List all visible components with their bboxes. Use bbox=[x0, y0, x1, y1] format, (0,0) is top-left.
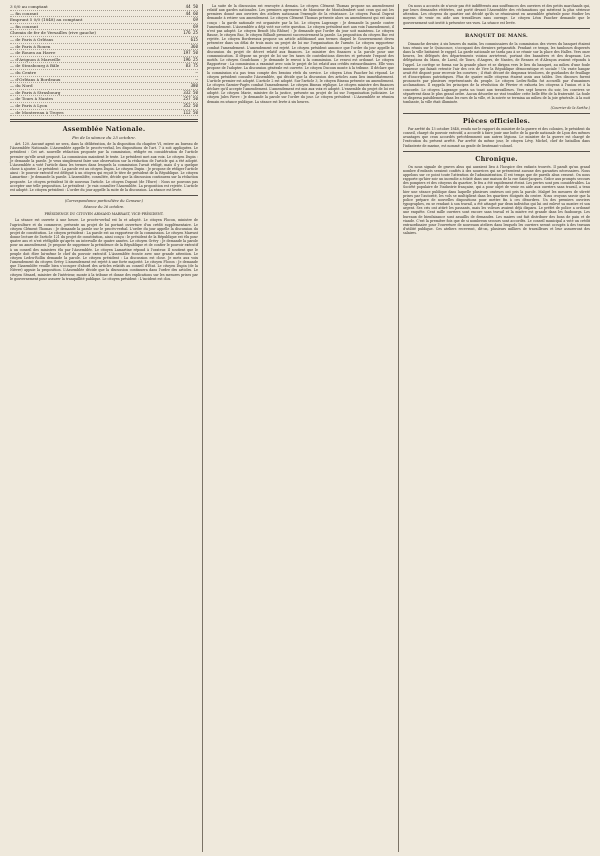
debate-continuation: La suite de la discussion est renvoyée à demain. Le citoyen Clément Thomas propose un amendement relatif aux gardes nationales. Les premiers agresseurs de Monsieur de Montalembert sont ceux qui ont les premiers donné aux ouvriers des ateliers nationaux l'exemple de la résistance. Le citoyen Pascal Duprat demande à retirer son amendement. Le citoyen Clément Thomas présente alors un amendement qui est ainsi conçu : la garde nationale est organisée par la loi. Le citoyen Lagrange : Je demande la parole contre l'amendement. L'Assemblée a déjà voté sur cette question. Le citoyen président met aux voix l'amendement, il n'est pas adopté. Le citoyen Benoît (du Rhône) : Je demande que l'ordre du jour soit maintenu. Le citoyen Baune, le citoyen Bac, le citoyen Billault prennent successivement la parole. La proposition du citoyen Bac est rejetée. Le citoyen Bordereaux propose un article additionnel aux termes duquel le Gouvernement devra présenter dans un délai de trois mois un projet de loi sur l'organisation de l'armée. Le citoyen rapporteur combat l'amendement. L'amendement est rejeté. Le citoyen président annonce que l'ordre du jour appelle la discussion du projet de décret relatif aux finances. Le ministre des finances a la parole pour une communication. Il dépose un projet de loi sur les taxes de contributions directes et présente l'exposé des motifs. Le citoyen Goudchaux : Je demande le renvoi à la commission. Le renvoi est ordonné. Le citoyen Rapporteur : La commission a examiné avec soin le projet de loi relatif aux crédits extraordinaires. Elle vous propose de l'adopter. La discussion générale est ouverte. Le citoyen Ducoux monte à la tribune. Il déclare que la commission n'a pas tenu compte des besoins réels du service. Le citoyen Léon Faucher lui répond. Le citoyen président consulte l'Assemblée, qui décide que la discussion des articles aura lieu immédiatement. L'article premier est adopté. L'article 2 est adopté. Sur l'article 3, le citoyen Bineau présente un amendement. Le citoyen Garnier-Pagès combat l'amendement. Le citoyen Bineau réplique. Le citoyen ministre des finances déclare qu'il accepte l'amendement. L'amendement est mis aux voix et adopté. L'ensemble du projet de loi est adopté. Le citoyen Marie, ministre de la justice, présente un projet de loi sur l'organisation judiciaire. Le citoyen Jules Favre : Je demande la parole sur l'ordre du jour. Le citoyen président : L'Assemblée se réunira demain en séance publique. La séance est levée à six heures. bbox=[207, 4, 394, 104]
stock-label: — du Centre bbox=[10, 69, 37, 75]
presidence-line: PRÉSIDENCE DU CITOYEN ARMAND MARRAST, VICE-PRÉSIDENT. bbox=[44, 211, 164, 216]
stock-value: 352 50 bbox=[183, 102, 198, 108]
right-column-intro: On nous a accusés de n'avoir pas été indifférents aux souffrances des ouvriers et des petits marchands qui, par leurs demandes réitérées, ont porté devant l'Assemblée des réclamations qui méritent la plus sérieuse attention. Les citoyens du quartier ont décidé qu'ils se réuniraient en assemblée générale pour étudier les moyens de venir en aide aux travailleurs sans ouvrage. Le citoyen Léon Faucher demande que le gouvernement soit invité à présenter ses vues. La séance est levée. bbox=[403, 4, 590, 25]
seance-date: Séance du 26 octobre. bbox=[83, 205, 125, 210]
stock-row bbox=[10, 63, 198, 70]
stock-label: — fin courant bbox=[10, 10, 39, 16]
stock-label: Emprunt 5 0/0 (1848) au comptant bbox=[10, 17, 83, 23]
stock-row bbox=[10, 50, 198, 57]
stock-label: — de Rouen au Havre bbox=[10, 50, 56, 56]
stock-row bbox=[10, 77, 198, 84]
column-right bbox=[398, 4, 594, 852]
stock-label: — de Paris à Orléans bbox=[10, 36, 54, 42]
stock-label: — de Montereau à Troyes bbox=[10, 109, 64, 115]
stock-row bbox=[10, 24, 198, 31]
stock-row bbox=[10, 83, 198, 90]
chronique-heading: Chronique. bbox=[475, 154, 518, 163]
stock-row bbox=[10, 103, 198, 110]
stock-label: 3 0/0 au comptant bbox=[10, 4, 48, 9]
banquet-article: Dimanche dernier, à six heures du matin, les commissaires de la commission des vivres du banquet étaient tous réunis sur le Quinconce, s'occupant des derniers préparatifs. Pendant ce temps, les tambours dispersés dans la ville battaient le rappel. La garde nationale ne tarda pas à se réunir sur la place des Halles. Vers onze heures, les délégués des départements voisins arrivèrent, portant des bannières et des drapeaux. Les délégations du Mans, de Laval, de Tours, d'Angers, de Nantes, de Rennes et d'Alençon avaient répondu à l'appel. Le cortège se forma sur la grande place et se dirigea vers le lieu du banquet, au milieu d'une foule immense qui faisait retentir l'air des cris de Vive la République démocratique et sociale ! Un vaste hangar avait été disposé pour recevoir les convives ; il était décoré de drapeaux tricolores, de guirlandes de feuillage et d'inscriptions patriotiques. Plus de quatre mille citoyens étaient assis aux tables. Des discours furent prononcés par plusieurs représentants du peuple. Le citoyen Ledru-Rollin fut accueilli par d'unanimes acclamations. Il rappela les principes de la révolution de Février et exhorta les citoyens à l'union et à la concorde. Le citoyen Lagrange porta un toast aux travailleurs. Vers sept heures du soir, les convives se séparèrent dans le plus grand ordre. Aucun désordre ne vint troubler cette belle fête de la fraternité. La foule se dispersa paisiblement dans les rues de la ville, et la soirée se termina au milieu de la joie générale. A la nuit tombante, la ville était illuminée. bbox=[403, 41, 590, 104]
banquet-source: (Courrier de la Sarthe.) bbox=[550, 105, 590, 110]
stock-row bbox=[10, 30, 198, 37]
stock-value: 44 60 bbox=[185, 10, 198, 16]
stock-value: 332 50 bbox=[183, 89, 198, 95]
stock-row bbox=[10, 90, 198, 97]
stock-value: 69 bbox=[193, 23, 198, 29]
column-middle bbox=[202, 4, 398, 852]
pieces-article: Par arrêté du 13 octobre 1848, rendu sur le rapport du ministre de la guerre et des colonies, le président du conseil, chargé du pouvoir exécutif, a accordé à faire jouir une boîte de la garde nationale de Lyon des mêmes avantages que ceux accordés précédemment aux autres légions. Le ministre de la guerre est chargé de l'exécution du présent arrêté. Par arrêté du même jour, le citoyen Lévy, Michel, chef de bataillon dans l'infanterie de marine, est nommé au grade de lieutenant-colonel. bbox=[403, 126, 590, 148]
divider bbox=[403, 28, 590, 29]
stock-label: — de Paris à Lyon bbox=[10, 102, 48, 108]
chronique-article: On nous signale de graves abus qui auraient lieu à l'hospice des enfants trouvés. Il paraît qu'un grand nombre d'enfants seraient confiés à des nourrices qui ne présentent aucune des garanties nécessaires. Nous appelons sur ce point toute l'attention de l'administration. Il est temps que de pareils abus cessent. On nous rapporte qu'hier soir un incendie a éclaté dans une maison de la rue Saint-Jacques. Grâce aux prompts secours des pompiers et des citoyens du quartier, le feu a été rapidement éteint. Les pertes sont peu considérables. La Société populaire de l'industrie française, qui a pour objet de venir en aide aux ouvriers sans travail, a tenu hier une séance publique dans laquelle plusieurs orateurs ont pris la parole. Malgré les mesures de sûreté prises par l'autorité, les vols se multiplient dans les quartiers éloignés du centre. Nous croyons savoir que la police prépare de nouvelles dispositions pour mettre fin à ces désordres. Un des premiers ouvriers typographes, en se rendant à son travail, a été attaqué par deux individus qui lui ont enlevé sa montre et son argent. Ses cris ont attiré les passants, mais les voleurs avaient déjà disparu. Le préfet de police a ordonné une enquête. Cent mille ouvriers sont encore sans travail et la misère est grande dans les faubourgs. Les bureaux de bienfaisance sont assaillis de demandes. Les maires ont fait distribuer des bons de pain et de viande. C'est la première fois que de si nombreux secours sont accordés. Le conseil municipal a voté un crédit extraordinaire pour l'ouverture de nouveaux ateliers dans lesquels les ouvriers seront occupés à des travaux d'utilité publique. Ces ateliers recevront, dit-on, plusieurs milliers de travailleurs et leur assureront des salaires. bbox=[403, 164, 590, 236]
stock-label: — d'Avignon à Marseille bbox=[10, 56, 61, 62]
stock-label: — fin courant bbox=[10, 23, 39, 29]
assemblee-subheading: Fin de la séance du 25 octobre. bbox=[72, 135, 136, 141]
stock-row bbox=[10, 44, 198, 51]
stock-label: — de Paris à Strasbourg bbox=[10, 89, 61, 95]
stock-row bbox=[10, 17, 198, 24]
stock-value: 196 25 bbox=[183, 56, 198, 62]
seance-article: La séance est ouverte à une heure. Le procès-verbal est lu et adopté. Le citoyen Flocon, ministre de l'agriculture et du commerce, présente un projet de loi portant ouverture d'un crédit supplémentaire. Le citoyen Clément Thomas : Je demande la parole sur le procès-verbal. L'ordre du jour appelle la discussion du projet de constitution. Le citoyen président : La parole est au rapporteur de la commission. Le citoyen Marrast donne lecture de l'article 121 du projet de constitution, ainsi conçu : le président de la République est élu pour quatre ans et n'est rééligible qu'après un intervalle de quatre années. Le citoyen Grévy : Je demande la parole pour un amendement. Je propose de supprimer la présidence de la République et de confier le pouvoir exécutif à un conseil des ministres élu par l'Assemblée. Le citoyen Lamartine répond à l'orateur. Il soutient que le peuple doit élire lui-même le chef du pouvoir exécutif. L'Assemblée écoute avec une grande attention. Le citoyen Ledru-Rollin demande la parole. Le citoyen président : La discussion est close. Je mets aux voix l'amendement du citoyen Grévy. L'amendement est rejeté à une forte majorité. Le citoyen Flocon : Je demande que l'Assemblée veuille bien s'occuper d'abord des articles relatifs au conseil d'État. Le citoyen Dupin (de la Nièvre) appuie la proposition. L'Assemblée décide que la discussion continuera dans l'ordre des articles. Le citoyen Sénard, ministre de l'intérieur, monte à la tribune et donne des explications sur les mesures prises par le gouvernement pour assurer la tranquillité publique. Le citoyen président : L'incident est clos. bbox=[10, 218, 198, 281]
pieces-heading: Pièces officielles. bbox=[462, 116, 531, 125]
stock-value: 360 bbox=[190, 43, 198, 49]
stock-value: 380 bbox=[190, 83, 198, 89]
stock-label: — d'Orléans à Bordeaux bbox=[10, 76, 61, 82]
stock-list bbox=[10, 4, 198, 116]
stock-row bbox=[10, 110, 198, 117]
stock-row bbox=[10, 70, 198, 77]
banquet-heading: BANQUET DE MANS. bbox=[465, 32, 528, 39]
stock-label: — du Nord bbox=[10, 83, 33, 89]
stock-label: Chemin de fer de Versailles (rive gauche) bbox=[10, 30, 97, 36]
stock-value: 112 50 bbox=[183, 109, 198, 115]
stock-value: 176 25 bbox=[183, 30, 198, 36]
stock-label: — de Tours à Nantes bbox=[10, 96, 54, 102]
divider bbox=[10, 119, 198, 122]
assemblee-heading: Assemblée Nationale. bbox=[62, 125, 146, 134]
seance-source: (Correspondance particulière du Censeur.) bbox=[64, 198, 144, 203]
divider bbox=[403, 113, 590, 114]
stock-label: — de Paris à Rouen bbox=[10, 43, 51, 49]
divider bbox=[403, 151, 590, 152]
stock-label: — de Strasbourg à Bâle bbox=[10, 63, 60, 69]
divider bbox=[10, 195, 198, 196]
stock-value: 69 bbox=[193, 17, 198, 23]
stock-value: 257 50 bbox=[183, 96, 198, 102]
stock-row bbox=[10, 96, 198, 103]
stock-value: — bbox=[195, 69, 198, 75]
stock-value: 44 50 bbox=[185, 4, 198, 9]
stock-value: 615 bbox=[190, 36, 198, 42]
stock-row bbox=[10, 37, 198, 44]
stock-row bbox=[10, 11, 198, 18]
stock-value: — bbox=[195, 76, 198, 82]
stock-value: 197 50 bbox=[183, 50, 198, 56]
column-left bbox=[6, 4, 202, 852]
stock-row bbox=[10, 4, 198, 11]
stock-row bbox=[10, 57, 198, 64]
assemblee-article: Art. 120. Aucuné agent ne sera, dans la délibération, de la disposition du chapitre VI, entrer au bureau de l'Assemblée Nationale. L'Assemblée appelle le procès-verbal, les dispositions de l'art. 7 à soit appliquées. Le président : Cet art. nouvelle rédaction proposée par la commission, rédigée en considération de l'article premier qu'elle avait proposé. La commission maintient le texte. Le président met aux voix. Le citoyen Dupin : Je demande la parole. Je veux simplement faire une observation sur la rédaction de l'article qui a été adopté. L'Assemblée a voté l'article dans les termes dans lesquels la commission l'avait rédigé, mais il y a quelque chose à ajouter. Le président : La parole est au citoyen Dupin. Le citoyen Dupin : Je propose de rédiger l'article ainsi : le pouvoir exécutif est délégué à un citoyen qui reçoit le titre de président de la République. Le citoyen Lamartine : Je demande la parole. L'Assemblée, consultée, décide que la discussion continuera sur la rédaction proposée. Le citoyen président lit de nouveau l'article. Le citoyen Dupont (de l'Eure) : Nous ne pouvons pas accepter une telle proposition. Le président : Je vais consulter l'Assemblée. La proposition est rejetée. L'article est adopté. Le citoyen président : L'ordre du jour appelle la suite de la discussion. La séance est levée. bbox=[10, 142, 198, 192]
stock-value: 83 75 bbox=[185, 63, 198, 69]
